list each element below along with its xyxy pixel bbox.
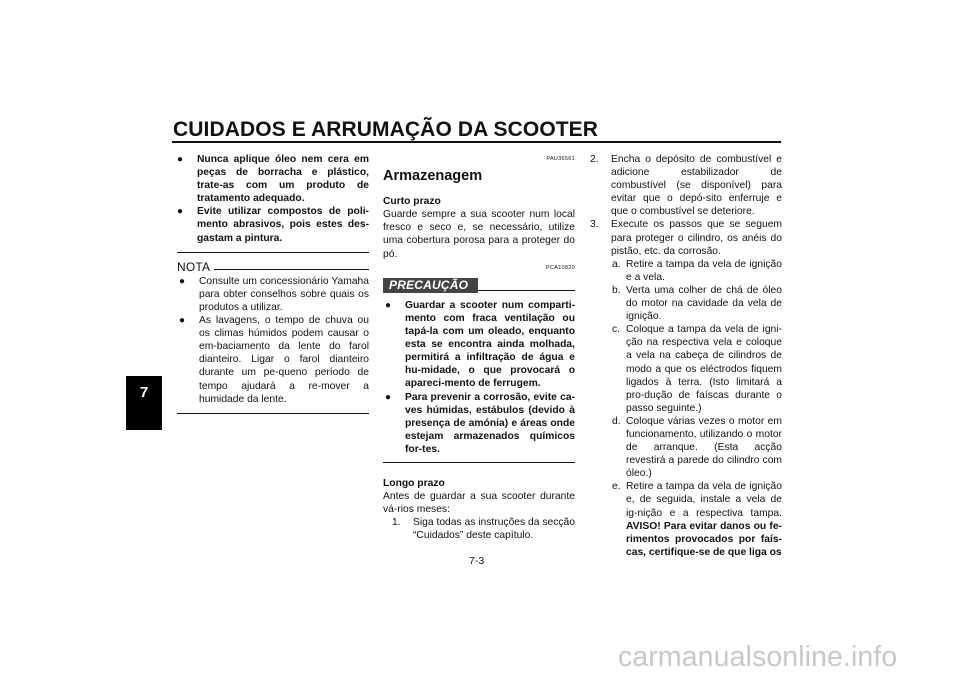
nota-line (214, 269, 369, 270)
bullet-dot-icon: ● (385, 391, 392, 403)
substep-b: b. Verta uma colher de chá de óleo do motor na cavidade da vela de ignição. (612, 284, 782, 323)
subsection-short-term: Curto prazo (383, 196, 441, 208)
precaution-bullet: ● Guardar a scooter num comparti-mento com fraca ventilação ou tapá-la com um oleado, enquanto esta se encontra ainda molhada, permitirá a infiltração de água e hu-midade, o que provocará o apareci-mento de ferrugem. (385, 299, 575, 390)
subsection-long-term: Longo prazo (383, 477, 445, 489)
nota-bullet: ● As lavagens, o tempo de chuva ou os climas húmidos podem causar o em-baciamento da lente do farol dianteiro. Ligar o farol dianteiro durante um pe-queno período de tempo ajudará a re-mover a humidade da lente. (179, 315, 369, 405)
watermark: carmanualsonline.info (618, 641, 898, 673)
substep-c: c. Coloque a tampa da vela de igni-ção na respectiva vela e coloque a vela na cabeça de cilindros de modo a que os eléctrodos fiquem ligados à terra. (Isto limitará a pro-dução de faíscas durante o passo seguinte.) (612, 324, 782, 414)
column-2 (383, 153, 575, 542)
bullet-dot-icon: ● (177, 154, 184, 165)
precaution-badge: PRECAUÇÃO (383, 278, 478, 293)
caution-end-rule (177, 252, 369, 253)
bullet-item: ● Evite utilizar compostos de poli-mento abrasivos, pois estes des-gastam a pintura. (177, 206, 369, 244)
nota-bullet: ● Consulte um concessionário Yamaha para obter conselhos sobre quais os produtos a utilizar. (179, 275, 369, 313)
bullet-dot-icon: ● (179, 315, 186, 327)
reference-code: PAU36561 (546, 156, 575, 162)
nota-label: NOTA (177, 259, 211, 274)
substep-e: e. Retire a tampa da vela de ignição e, de seguida, instale a vela de ig-nição e a respectiva tampa. AVISO! Para evitar danos ou fe-rimentos provocados por faís-cas, certifique-se de que liga os (612, 481, 782, 558)
nota-end-rule (177, 413, 369, 414)
substep-d: d. Coloque várias vezes o motor em funcionamento, utilizando o motor de arranque. (Esta acção revestirá a parede do cilindro com óleo.) (612, 415, 782, 480)
warning-text: AVISO! Para evitar danos ou fe-rimentos provocados por faís-cas, certifique-se de que liga os (626, 520, 782, 558)
section-title: Armazenagem (383, 168, 483, 185)
column-3 (590, 153, 782, 559)
step-3: 3. Execute os passos que se seguem para proteger o cilindro, os anéis do pistão, etc. da corrosão. (590, 219, 782, 257)
precaution-heading (383, 278, 575, 293)
precaution-line (478, 290, 575, 291)
page-number: 7-3 (469, 555, 485, 567)
reference-code: PCA10820 (545, 264, 575, 271)
page-header-title: CUIDADOS E ARRUMAÇÃO DA SCOOTER (173, 118, 599, 141)
nota-heading (177, 261, 369, 274)
header-rule (172, 141, 781, 143)
precaution-end-rule (383, 462, 575, 463)
step-2: 2. Encha o depósito de combustível e adicione estabilizador de combustível (se disponível) para evitar que o depó-sito enferruje e que o combustível se deteriore. (590, 154, 782, 218)
bullet-dot-icon: ● (179, 275, 186, 287)
substep-a: a. Retire a tampa da vela de ignição e a vela. (612, 258, 782, 283)
bullet-dot-icon: ● (177, 206, 184, 218)
chapter-tab: 7 (126, 376, 162, 430)
bullet-dot-icon: ● (385, 299, 392, 311)
step-1: 1. Siga todas as instruções da secção “Cuidados” deste capítulo. (392, 517, 575, 542)
column-1 (177, 153, 369, 414)
bullet-item: ● Nunca aplique óleo nem cera em peças de borracha e plástico, trate-as com um produto de tratamento adequado. (177, 154, 369, 205)
long-term-text: Antes de guardar a sua scooter durante vá-rios meses: (383, 491, 575, 516)
short-term-text: Guarde sempre a sua scooter num local fresco e seco e, se necessário, utilize uma cobertura porosa para a proteger do pó. (383, 209, 575, 260)
precaution-bullet: ● Para prevenir a corrosão, evite ca-ves húmidas, estábulos (devido à presença de amónia) e áreas onde estejam armazenados químicos for-tes. (385, 391, 575, 455)
